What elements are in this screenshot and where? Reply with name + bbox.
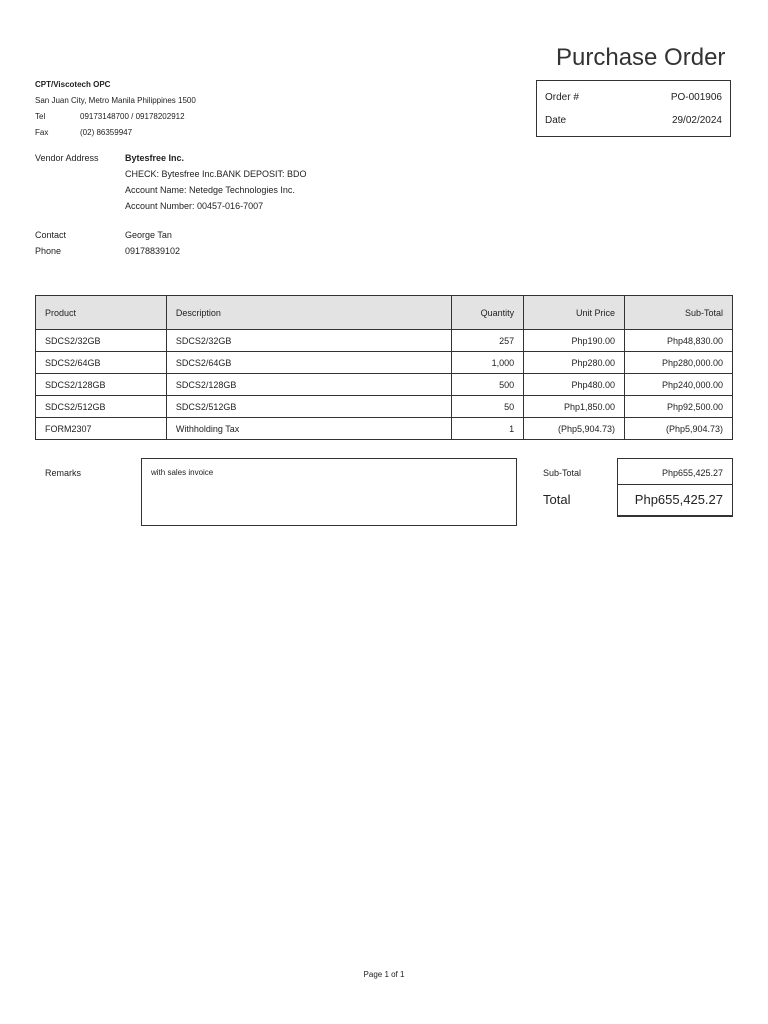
cell-quantity: 500 xyxy=(452,374,524,396)
total-value: Php655,425.27 xyxy=(617,484,733,517)
cell-unit-price: Php1,850.00 xyxy=(524,396,625,418)
company-fax-row xyxy=(35,125,196,141)
company-address: San Juan City, Metro Manila Philippines 1500 xyxy=(35,96,196,105)
company-name: CPT/Viscotech OPC xyxy=(35,80,111,89)
order-number: PO-001906 xyxy=(670,92,722,103)
total-label: Total xyxy=(543,492,571,507)
vendor-line-1: CHECK: Bytesfree Inc.BANK DEPOSIT: BDO xyxy=(125,169,307,179)
remarks-box xyxy=(141,458,517,526)
contact-section xyxy=(35,227,180,259)
remarks-text: with sales invoice xyxy=(151,468,214,477)
vendor-line-2: Account Name: Netedge Technologies Inc. xyxy=(125,185,295,195)
table-header-row xyxy=(36,296,733,330)
vendor-address-label: Vendor Address xyxy=(35,153,99,163)
cell-unit-price: Php280.00 xyxy=(524,352,625,374)
cell-sub-total: (Php5,904.73) xyxy=(625,418,733,440)
cell-unit-price: Php190.00 xyxy=(524,330,625,352)
phone-value: 09178839102 xyxy=(125,246,181,256)
subtotal-value: Php655,425.27 xyxy=(617,458,733,484)
fax-label: Fax xyxy=(35,128,49,137)
order-date-label: Date xyxy=(545,115,567,126)
table-row xyxy=(36,418,733,440)
contact-label: Contact xyxy=(35,230,67,240)
column-header-description: Description xyxy=(166,296,451,330)
cell-quantity: 1,000 xyxy=(452,352,524,374)
table-row xyxy=(36,374,733,396)
page-footer: Page 1 of 1 xyxy=(363,970,405,979)
cell-product: FORM2307 xyxy=(36,418,167,440)
company-tel-row xyxy=(35,109,196,125)
cell-unit-price: (Php5,904.73) xyxy=(524,418,625,440)
vendor-line-3: Account Number: 00457-016-7007 xyxy=(125,201,264,211)
order-number-label: Order # xyxy=(545,92,579,103)
table-row xyxy=(36,352,733,374)
cell-quantity: 50 xyxy=(452,396,524,418)
cell-quantity: 1 xyxy=(452,418,524,440)
cell-sub-total: Php48,830.00 xyxy=(625,330,733,352)
page-title: Purchase Order xyxy=(556,44,726,71)
vendor-name: Bytesfree Inc. xyxy=(125,153,185,163)
items-table xyxy=(35,295,733,440)
cell-sub-total: Php280,000.00 xyxy=(625,352,733,374)
cell-quantity: 257 xyxy=(452,330,524,352)
order-date-row xyxy=(545,115,722,126)
cell-description: Withholding Tax xyxy=(166,418,451,440)
order-number-row xyxy=(545,92,722,103)
contact-name: George Tan xyxy=(125,230,172,240)
remarks-label: Remarks xyxy=(45,468,82,478)
cell-product: SDCS2/512GB xyxy=(36,396,167,418)
order-date: 29/02/2024 xyxy=(671,115,722,126)
cell-product: SDCS2/128GB xyxy=(36,374,167,396)
fax-value: (02) 86359947 xyxy=(80,128,133,137)
cell-sub-total: Php92,500.00 xyxy=(625,396,733,418)
table-row xyxy=(36,330,733,352)
cell-description: SDCS2/32GB xyxy=(166,330,451,352)
cell-product: SDCS2/64GB xyxy=(36,352,167,374)
vendor-section xyxy=(35,150,307,214)
column-header-quantity: Quantity xyxy=(452,296,524,330)
tel-label: Tel xyxy=(35,112,46,121)
table-row xyxy=(36,396,733,418)
subtotal-label: Sub-Total xyxy=(543,468,582,478)
tel-value: 09173148700 / 09178202912 xyxy=(80,112,185,121)
company-info xyxy=(35,77,196,141)
column-header-unit-price: Unit Price xyxy=(524,296,625,330)
column-header-product: Product xyxy=(36,296,167,330)
cell-sub-total: Php240,000.00 xyxy=(625,374,733,396)
order-info-box xyxy=(536,80,731,137)
cell-description: SDCS2/128GB xyxy=(166,374,451,396)
cell-description: SDCS2/512GB xyxy=(166,396,451,418)
cell-description: SDCS2/64GB xyxy=(166,352,451,374)
column-header-sub-total: Sub-Total xyxy=(625,296,733,330)
cell-product: SDCS2/32GB xyxy=(36,330,167,352)
phone-label: Phone xyxy=(35,246,62,256)
cell-unit-price: Php480.00 xyxy=(524,374,625,396)
